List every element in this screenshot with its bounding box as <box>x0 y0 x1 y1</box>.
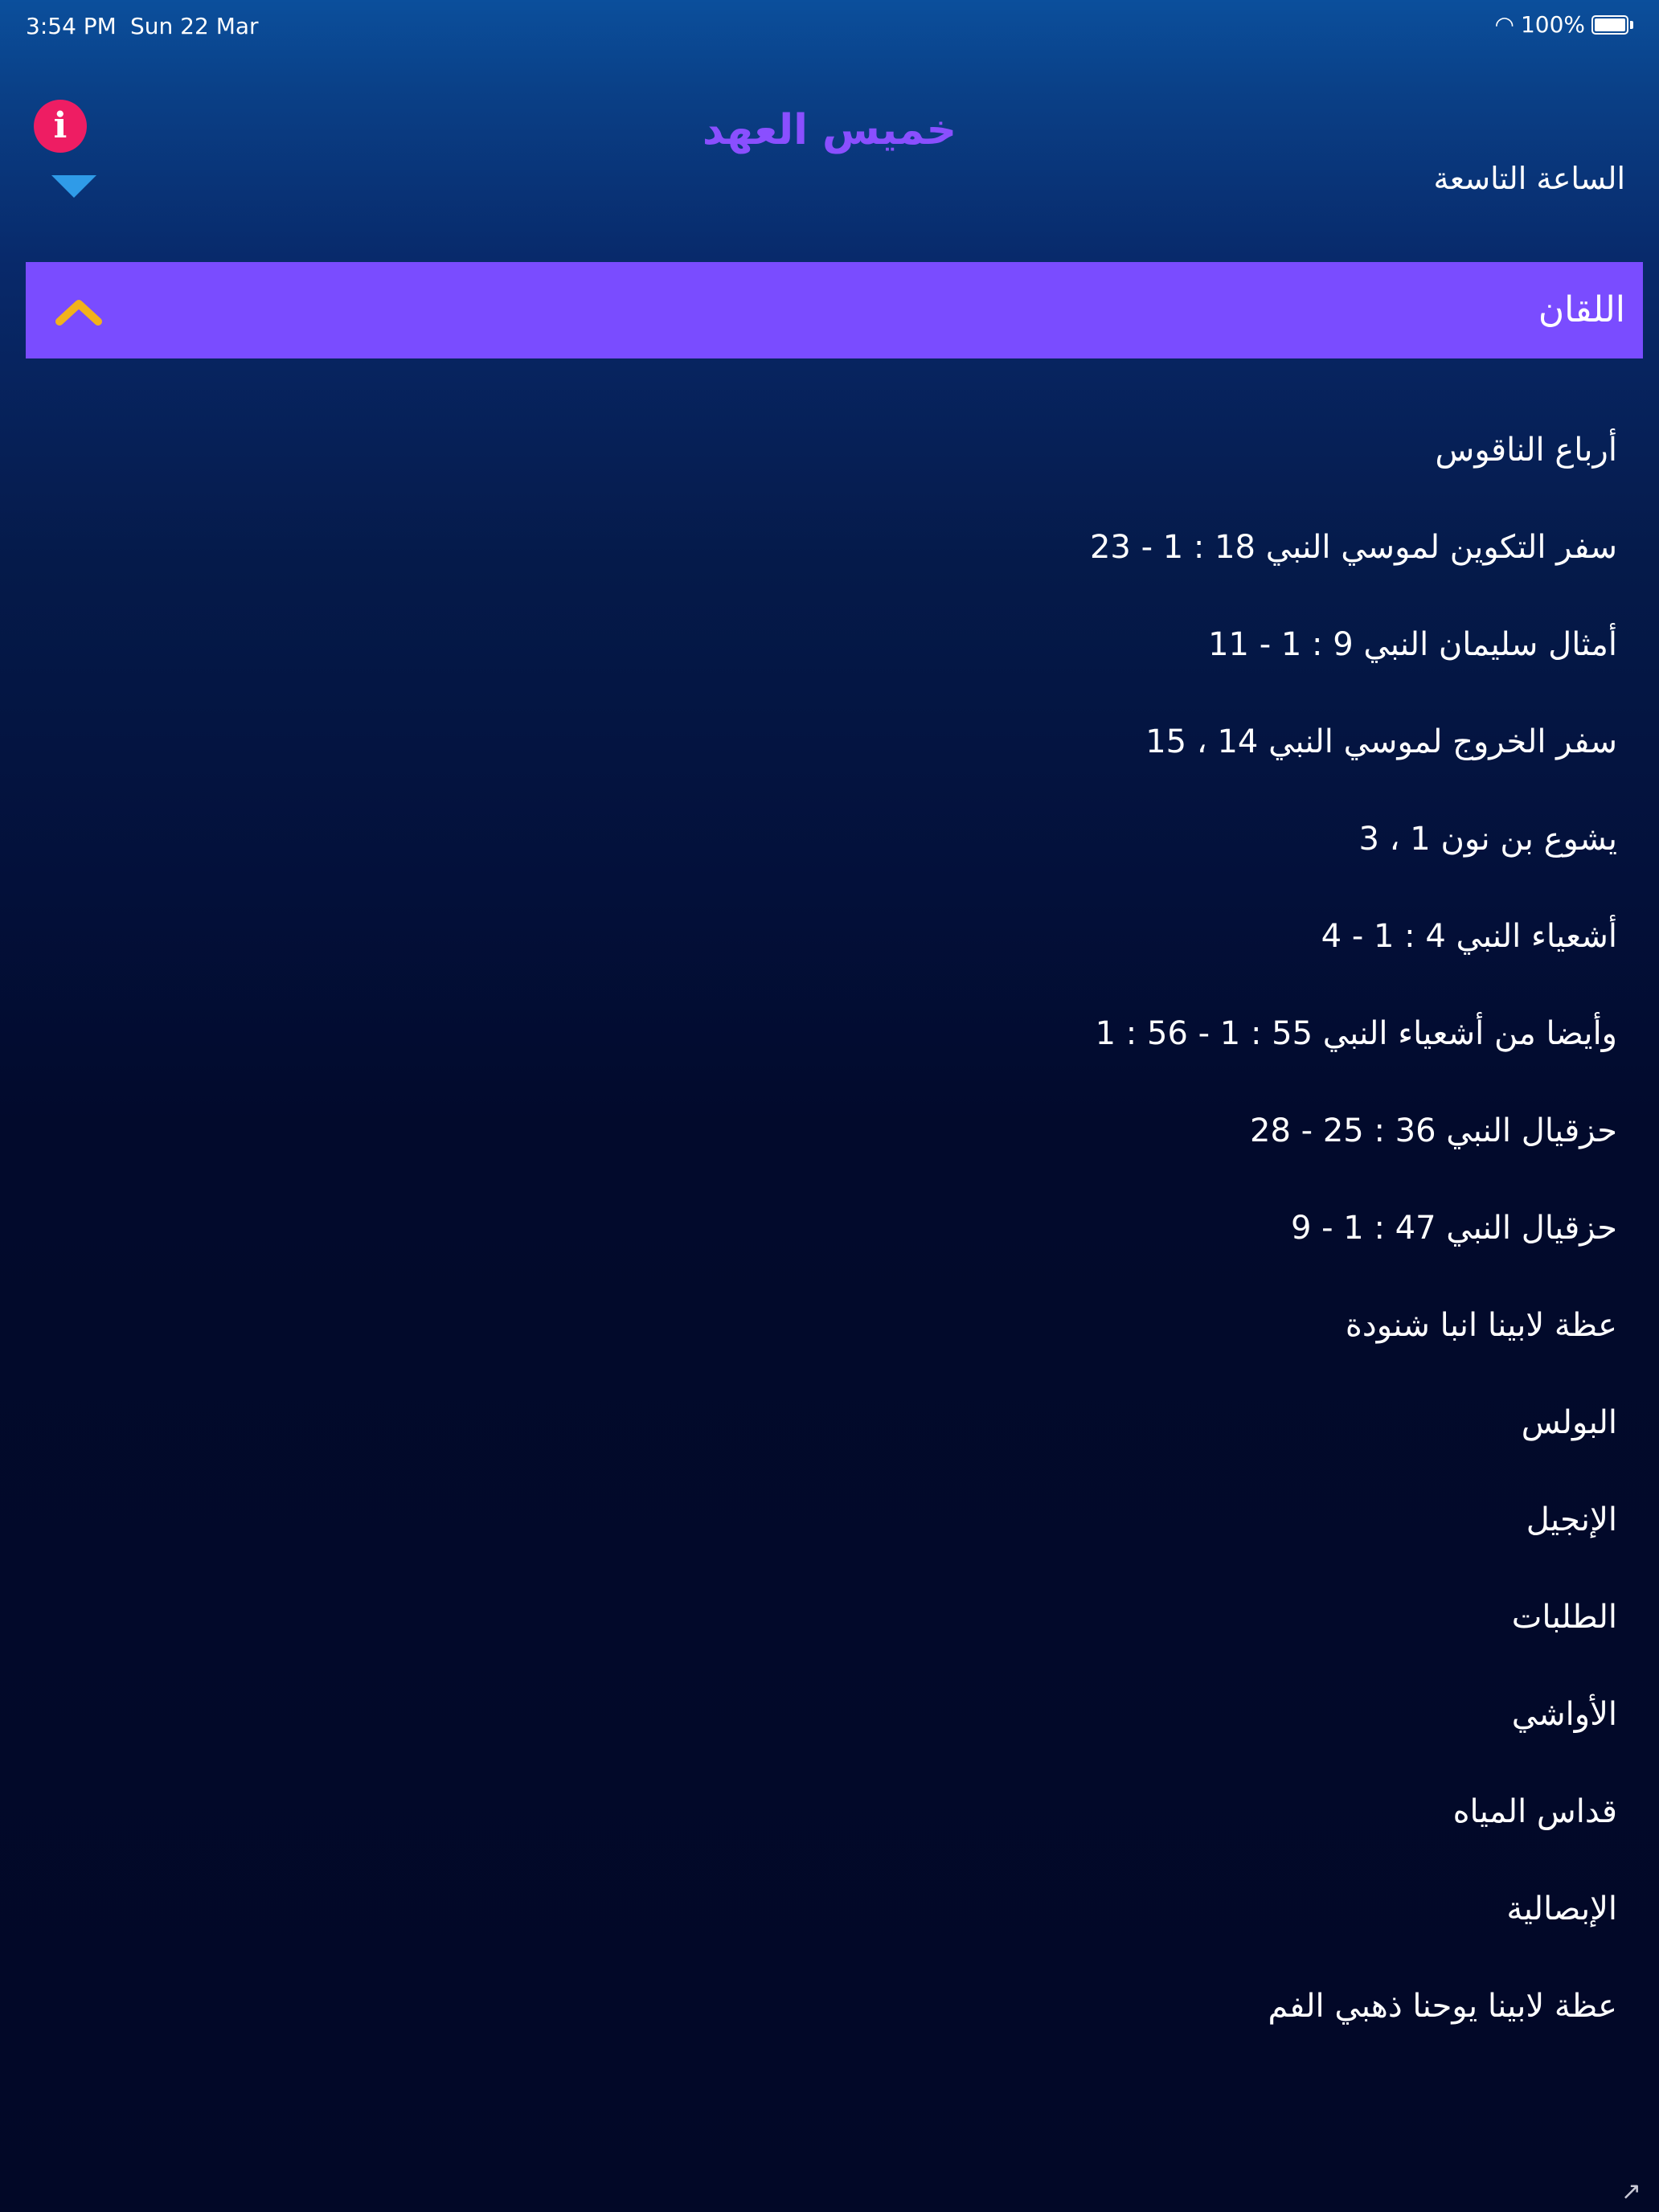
list-item[interactable] <box>26 612 1617 710</box>
list-item-label: الإبصالية <box>1506 1890 1617 1927</box>
list-item-label: قداس المياه <box>1452 1793 1617 1830</box>
list-item-label: حزقيال النبي 47 : 1 - 9 <box>1290 1210 1617 1247</box>
section-header[interactable] <box>26 262 1643 358</box>
list-item-label: أشعياء النبي 4 : 1 - 4 <box>1321 918 1617 955</box>
status-bar <box>0 0 1659 51</box>
status-time: 3:54 PM <box>26 13 117 39</box>
section-title: اللقان <box>1538 289 1625 330</box>
list-item-label: حزقيال النبي 36 : 25 - 28 <box>1250 1112 1617 1149</box>
list-item[interactable] <box>26 710 1617 807</box>
status-indicators <box>1495 11 1634 38</box>
chevron-up-icon[interactable] <box>55 291 103 331</box>
list-item[interactable] <box>26 1099 1617 1196</box>
page-title: خميس العهد <box>702 106 957 154</box>
status-date: Sun 22 Mar <box>130 13 259 39</box>
list-item[interactable] <box>26 1488 1617 1585</box>
list-item-label: أمثال سليمان النبي 9 : 1 - 11 <box>1208 626 1617 663</box>
list-item-label: سفر الخروج لموسي النبي 14 ، 15 <box>1145 723 1617 760</box>
list-item[interactable] <box>26 904 1617 1002</box>
item-list <box>26 418 1617 2071</box>
list-item-label: أرباع الناقوس <box>1435 432 1617 469</box>
list-item[interactable] <box>26 1196 1617 1293</box>
list-item[interactable] <box>26 1682 1617 1780</box>
list-item[interactable] <box>26 1293 1617 1391</box>
list-item-label: الطلبات <box>1511 1599 1617 1636</box>
list-item[interactable] <box>26 1002 1617 1099</box>
list-item[interactable] <box>26 1877 1617 1974</box>
list-item-label: الإنجيل <box>1526 1501 1617 1538</box>
list-item-label: وأيضا من أشعياء النبي 55 : 1 - 56 : 1 <box>1095 1015 1617 1052</box>
list-item[interactable] <box>26 1780 1617 1877</box>
list-item[interactable] <box>26 1391 1617 1488</box>
list-item-label: الأواشي <box>1511 1696 1617 1733</box>
list-item-label: عظة لابينا انبا شنودة <box>1345 1307 1617 1344</box>
battery-icon <box>1591 15 1628 35</box>
info-icon[interactable]: i <box>34 100 87 153</box>
list-item[interactable] <box>26 515 1617 612</box>
caret-down-icon[interactable] <box>51 175 96 198</box>
list-item[interactable] <box>26 1585 1617 1682</box>
previous-section-item[interactable] <box>500 158 1625 196</box>
resize-corner-icon: ↗ <box>1620 2177 1641 2206</box>
list-item-label: يشوع بن نون 1 ، 3 <box>1358 821 1617 858</box>
list-item-label: عظة لابينا يوحنا ذهبي الفم <box>1268 1988 1617 2025</box>
battery-percentage: 100% <box>1520 11 1585 38</box>
list-item[interactable] <box>26 418 1617 515</box>
list-item-label: البولس <box>1521 1404 1617 1441</box>
list-item[interactable] <box>26 1974 1617 2071</box>
list-item[interactable] <box>26 807 1617 904</box>
battery-tip <box>1630 21 1633 29</box>
previous-section-label: الساعة التاسعة <box>1433 161 1625 196</box>
wifi-icon: ◠ <box>1494 10 1514 38</box>
list-item-label: سفر التكوين لموسي النبي 18 : 1 - 23 <box>1089 529 1617 566</box>
